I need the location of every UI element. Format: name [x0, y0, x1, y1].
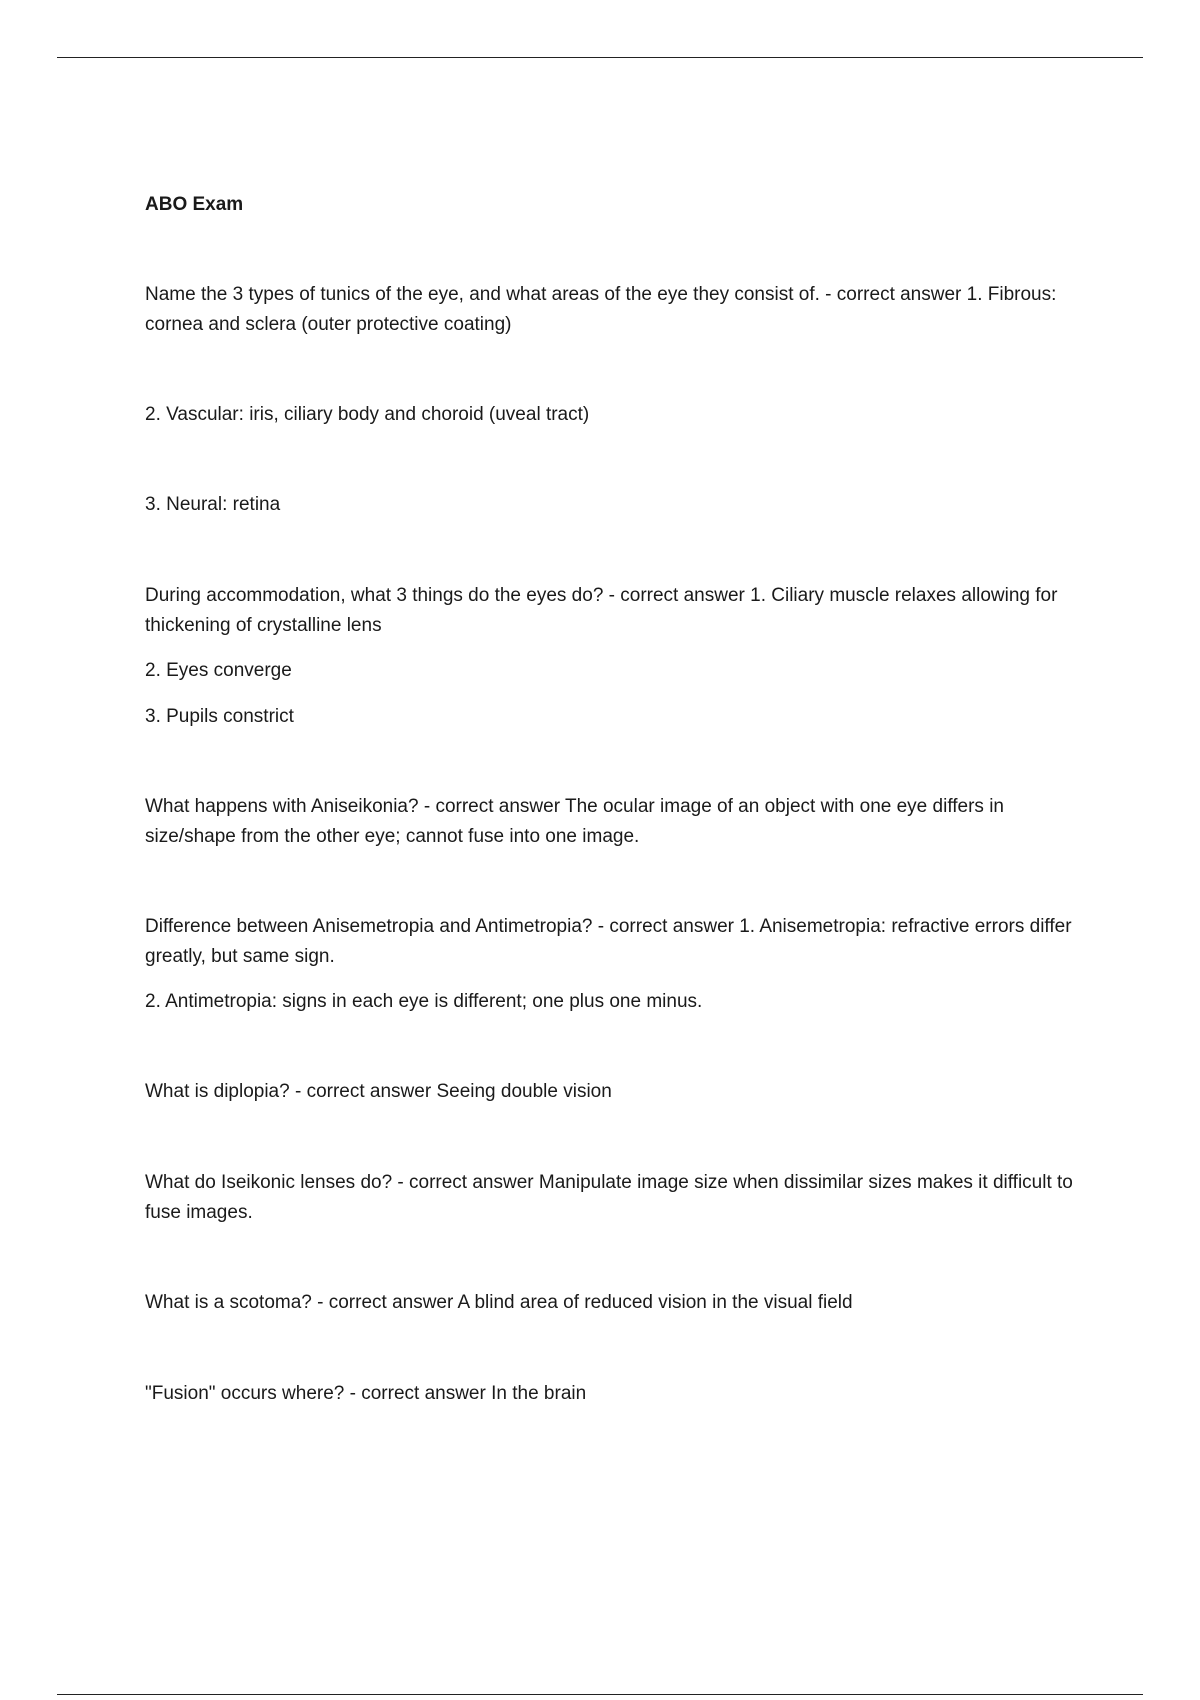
paragraph-accommodation-question: During accommodation, what 3 things do the eyes do? - correct answer 1. Ciliary muscle relaxes allowing for thickening of crystalline lens — [145, 585, 1058, 636]
paragraph-tunics-vascular: 2. Vascular: iris, ciliary body and choroid (uveal tract) — [145, 404, 590, 425]
paragraph-anisemetropia-question: Difference between Anisemetropia and Antimetropia? - correct answer 1. Anisemetropia: refractive errors differ greatly, but same sign. — [145, 916, 1072, 967]
paragraph-accommodation-pupils: 3. Pupils constrict — [145, 706, 294, 727]
top-rule — [57, 57, 1143, 58]
paragraph-tunics-neural: 3. Neural: retina — [145, 494, 281, 515]
paragraph-antimetropia: 2. Antimetropia: signs in each eye is different; one plus one minus. — [145, 991, 703, 1012]
paragraph-iseikonic-lenses: What do Iseikonic lenses do? - correct answer Manipulate image size when dissimilar sizes makes it difficult to fuse images. — [145, 1172, 1073, 1223]
paragraph-aniseikonia: What happens with Aniseikonia? - correct answer The ocular image of an object with one eye differs in size/shape from the other eye; cannot fuse into one image. — [145, 796, 1004, 847]
paragraph-diplopia: What is diplopia? - correct answer Seeing double vision — [145, 1081, 612, 1102]
paragraph-scotoma: What is a scotoma? - correct answer A blind area of reduced vision in the visual field — [145, 1292, 853, 1313]
document-title: ABO Exam — [145, 194, 244, 215]
paragraph-accommodation-converge: 2. Eyes converge — [145, 660, 292, 681]
bottom-rule — [57, 1694, 1143, 1695]
paragraph-fusion: "Fusion" occurs where? - correct answer In the brain — [145, 1383, 587, 1404]
paragraph-tunics-question: Name the 3 types of tunics of the eye, and what areas of the eye they consist of. - correct answer 1. Fibrous: cornea and sclera (outer protective coating) — [145, 284, 1057, 335]
